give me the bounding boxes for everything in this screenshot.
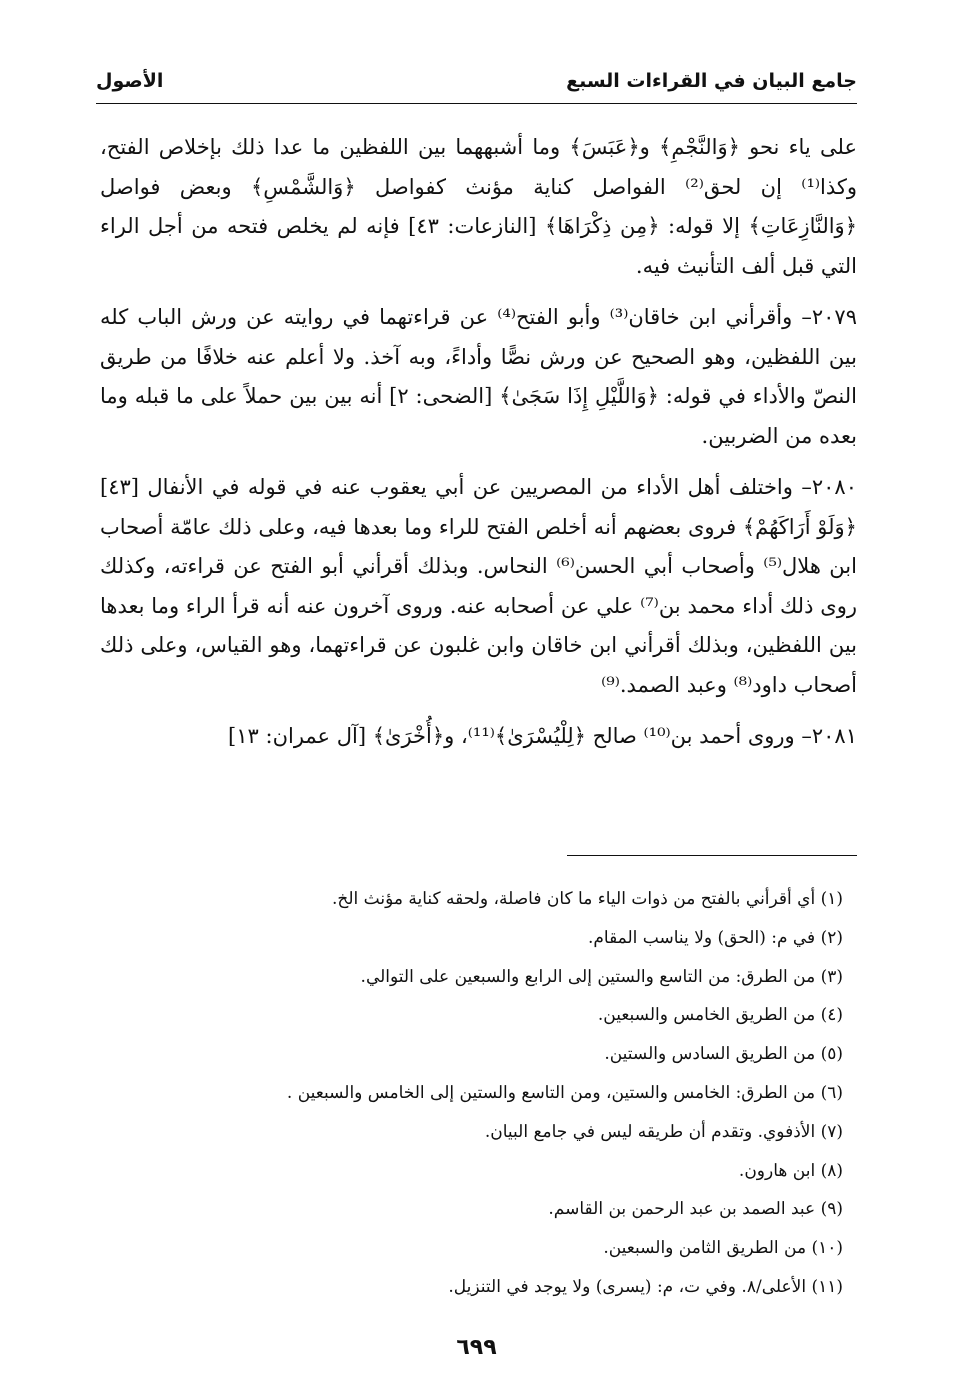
footnote: (٩) عبد الصمد بن عبد الرحمن بن القاسم.	[548, 1199, 843, 1220]
main-text	[100, 128, 857, 769]
footnote: (٥) من الطريق السادس والستين.	[604, 1044, 843, 1065]
footnote: (٣) من الطرق: من التاسع والستين إلى الرابع والسبعين على التوالي.	[360, 966, 843, 987]
paragraph: ٢٠٨١– وروى أحمد بن⁽¹⁰⁾ صالح ﴿لِلْيُسْرَىٰ﴾⁽¹¹⁾، و﴿أُخْرَىٰ﴾ [آل عمران: ١٣]	[228, 724, 857, 748]
footnote: (١) أي أقرأني بالفتح من ذوات الياء ما كان فاصلة، ولحقه كناية مؤنث الخ.	[331, 889, 843, 909]
footnote: (١١) الأعلى/٨. وفي ت، م: (يسرى) ولا يوجد في التنزيل.	[448, 1276, 843, 1297]
paragraph: ٢٠٨٠– واختلف أهل الأداء من المصريين عن أبي يعقوب عنه في قوله في الأنفال [٤٣] ﴿وَلَوْ أَرَاكَهُمْ﴾ فروى بعضهم أنه أخلص الفتح للراء وما بعدها فيه، وعلى ذلك عامّة أصحاب ابن هلال⁽⁵⁾ وأصحاب أبي الحسن⁽⁶⁾ النحاس. وبذلك أقرأني أبو الفتح عن قراءته، وكذلك روى ذلك أداء محمد بن⁽⁷⁾ علي عن أصحابه عنه. وروى آخرون عنه أنه قرأ الراء وما بعدها بين اللفظين، وبذلك أقرأني ابن خاقان وابن غلبون عن قراءتهما، وهو القياس، وعلى ذلك أصحاب داود⁽⁸⁾ وعبد الصمد.⁽⁹⁾	[100, 475, 857, 697]
paragraph: ٢٠٧٩– وأقرأني ابن خاقان⁽³⁾ وأبو الفتح⁽⁴⁾ عن قراءتهما في روايته عن ورش الباب كله بين اللفظين، وهو الصحيح عن ورش نصًّا وأداءً، وبه آخذ. ولا أعلم عنه خلافًا من طريق النصّ والأداء في قوله: ﴿وَاللَّيْلِ إِذَا سَجَىٰ﴾ [الضحى: ٢] أنه بين بين حملاً على ما قبله وما بعده من الضربين.	[100, 305, 857, 448]
book-title: جامع البيان في القراءات السبع	[566, 70, 857, 92]
footnote: (٨) ابن هارون.	[738, 1160, 843, 1181]
paragraph: على ياء نحو ﴿وَالنَّجْمِ﴾ و﴿عَبَسَ﴾ وما أشبههما بين اللفظين ما عدا ذلك بإخلاص الفتح، وكذا⁽¹⁾ إن لحق⁽²⁾ الفواصل كناية مؤنث كفواصل ﴿وَالشَّمْسِ﴾ وبعض فواصل ﴿وَالنَّازِعَاتِ﴾ إلا قوله: ﴿مِن ذِكْرَاهَا﴾ [النازعات: ٤٣] فإنه لم يخلص فتحه من أجل الراء التي قبل ألف التأنيث فيه.	[100, 135, 858, 278]
footnote: (١٠) من الطريق الثامن والسبعين.	[603, 1238, 843, 1259]
footnote: (٢) في م: (الحق) ولا يناسب المقام.	[587, 927, 843, 948]
running-header	[96, 70, 857, 100]
footnote: (٧) الأذفوي. وتقدم أن طريقه ليس في جامع البيان.	[484, 1121, 843, 1142]
footnote: (٤) من الطريق الخامس والسبعين.	[597, 1005, 843, 1026]
section-title: الأصول	[96, 70, 164, 92]
footnote-separator	[567, 855, 857, 856]
page-number: ٦٩٩	[456, 1335, 497, 1360]
header-rule	[96, 103, 857, 104]
footnotes	[96, 880, 843, 1307]
footnote: (٦) من الطرق: الخامس والستين، ومن التاسع والستين إلى الخامس والسبعين .	[286, 1082, 843, 1103]
